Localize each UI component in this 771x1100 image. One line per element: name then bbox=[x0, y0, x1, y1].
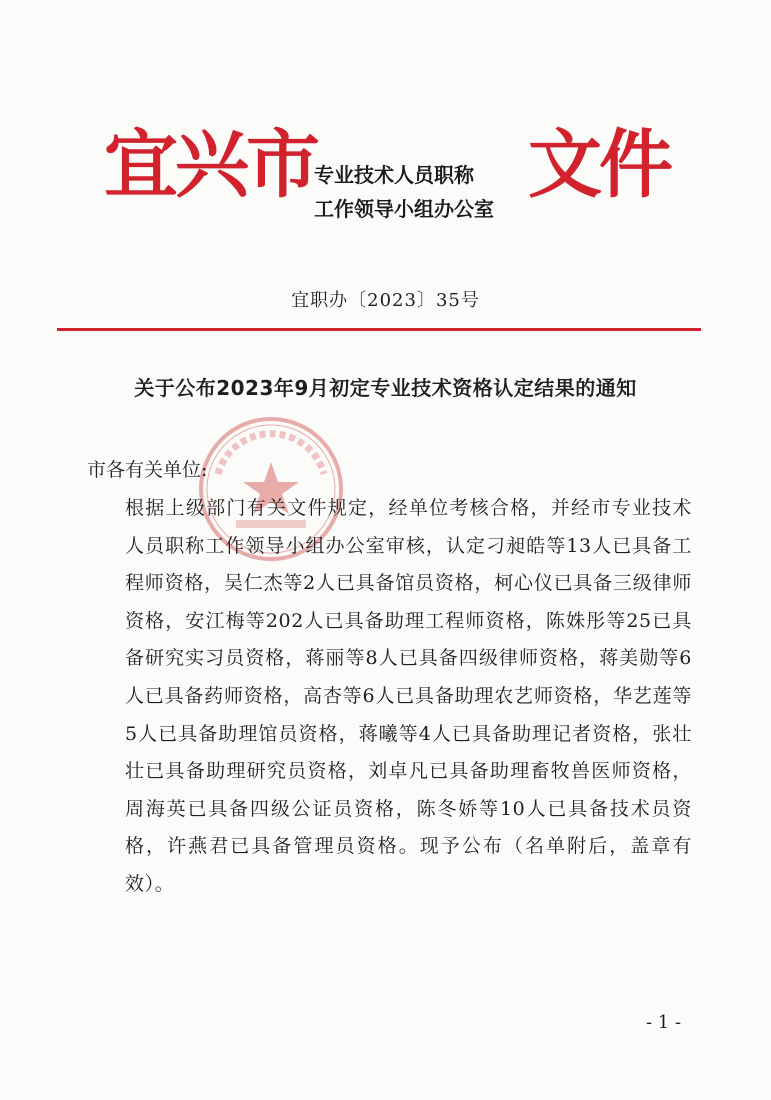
issuer-line-2: 工作领导小组办公室 bbox=[314, 197, 494, 221]
body-paragraph: 根据上级部门有关文件规定，经单位考核合格，并经市专业技术人员职称工作领导小组办公室审核，认定刁昶皓等13人已具备工程师资格，吴仁杰等2人已具备馆员资格，柯心仪已具备三级律师资格，安江梅等202人已具备助理工程师资格，陈姝彤等25已具备研究实习员资格，蒋丽等8人已具备四级律师资格，蒋美勋等6人已具备药师资格，高杏等6人已具备助理农艺师资格，华艺莲等5人已具备助理馆员资格，蒋曦等4人已具备助理记者资格，张壮壮已具备助理研究员资格，刘卓凡已具备助理畜牧兽医师资格，周海英已具备四级公证员资格，陈冬娇等10人已具备技术员资格，许燕君已具备管理员资格。现予公布（名单附后，盖章有效）。 bbox=[125, 497, 692, 895]
notice-title: 关于公布2023年9月初定专业技术资格认定结果的通知 bbox=[134, 376, 637, 400]
document-number: 宜职办〔2023〕35号 bbox=[291, 290, 480, 311]
city-title: 宜兴市 bbox=[104, 122, 317, 208]
document-header bbox=[100, 118, 680, 238]
issuer-line-1: 专业技术人员职称 bbox=[314, 163, 474, 187]
issuer-name bbox=[314, 158, 494, 226]
page-number: - 1 - bbox=[646, 1012, 682, 1033]
document-type-title: 文件 bbox=[528, 122, 670, 208]
salutation: 市各有关单位: bbox=[87, 459, 208, 481]
notice-body bbox=[87, 490, 692, 904]
header-divider bbox=[57, 328, 701, 331]
